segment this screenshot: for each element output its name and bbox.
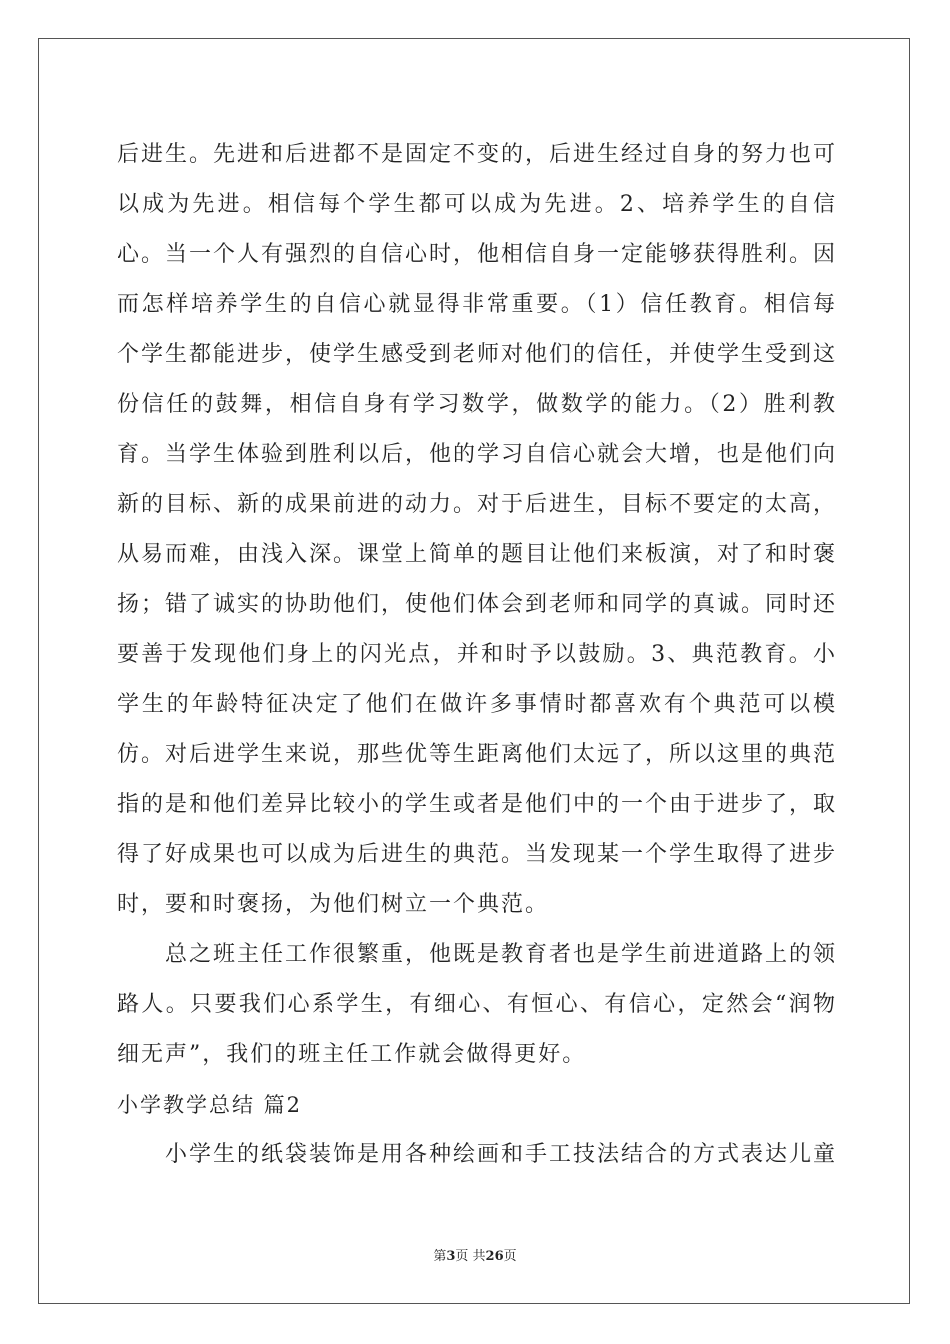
section-heading: 小学教学总结 篇2	[117, 1093, 303, 1117]
paragraph-continuation: 后进生。先进和后进都不是固定不变的，后进生经过自身的努力也可以成为先进。相信每个学生都可以成为先进。2、培养学生的自信心。当一个人有强烈的自信心时，他相信自身一定能够获得胜利。因而怎样培养学生的自信心就显得非常重要。（1）信任教育。相信每个学生都能进步，使学生感受到老师对他们的信任，并使学生受到这份信任的鼓舞，相信自身有学习数学，做数学的能力。（2）胜利教育。当学生体验到胜利以后，他的学习自信心就会大增，也是他们向新的目标、新的成果前进的动力。对于后进生，目标不要定的太高，从易而难，由浅入深。课堂上简单的题目让他们来板演，对了和时褒扬；错了诚实的协助他们，使他们体会到老师和同学的真诚。同时还要善于发现他们身上的闪光点，并和时予以鼓励。3、典范教育。小学生的年龄特征决定了他们在做许多事情时都喜欢有个典范可以模仿。对后进学生来说，那些优等生距离他们太远了，所以这里的典范指的是和他们差异比较小的学生或者是他们中的一个由于进步了，取得了好成果也可以成为后进生的典范。当发现某一个学生取得了进步时，要和时褒扬，为他们树立一个典范。	[117, 142, 838, 917]
footer-total-pages: 26	[485, 1249, 504, 1264]
footer-mid: 页 共	[455, 1249, 486, 1264]
footer-prefix: 第	[433, 1249, 447, 1264]
footer-page-number: 3	[446, 1249, 456, 1264]
paragraph-conclusion: 总之班主任工作很繁重，他既是教育者也是学生前进道路上的领路人。只要我们心系学生，有细心、有恒心、有信心，定然会“润物细无声”，我们的班主任工作就会做得更好。	[117, 942, 838, 1067]
footer-suffix: 页	[503, 1249, 517, 1264]
page-footer	[0, 1245, 950, 1264]
document-body	[117, 130, 837, 1180]
paragraph-next-section: 小学生的纸袋装饰是用各种绘画和手工技法结合的方式表达儿童	[165, 1142, 838, 1167]
